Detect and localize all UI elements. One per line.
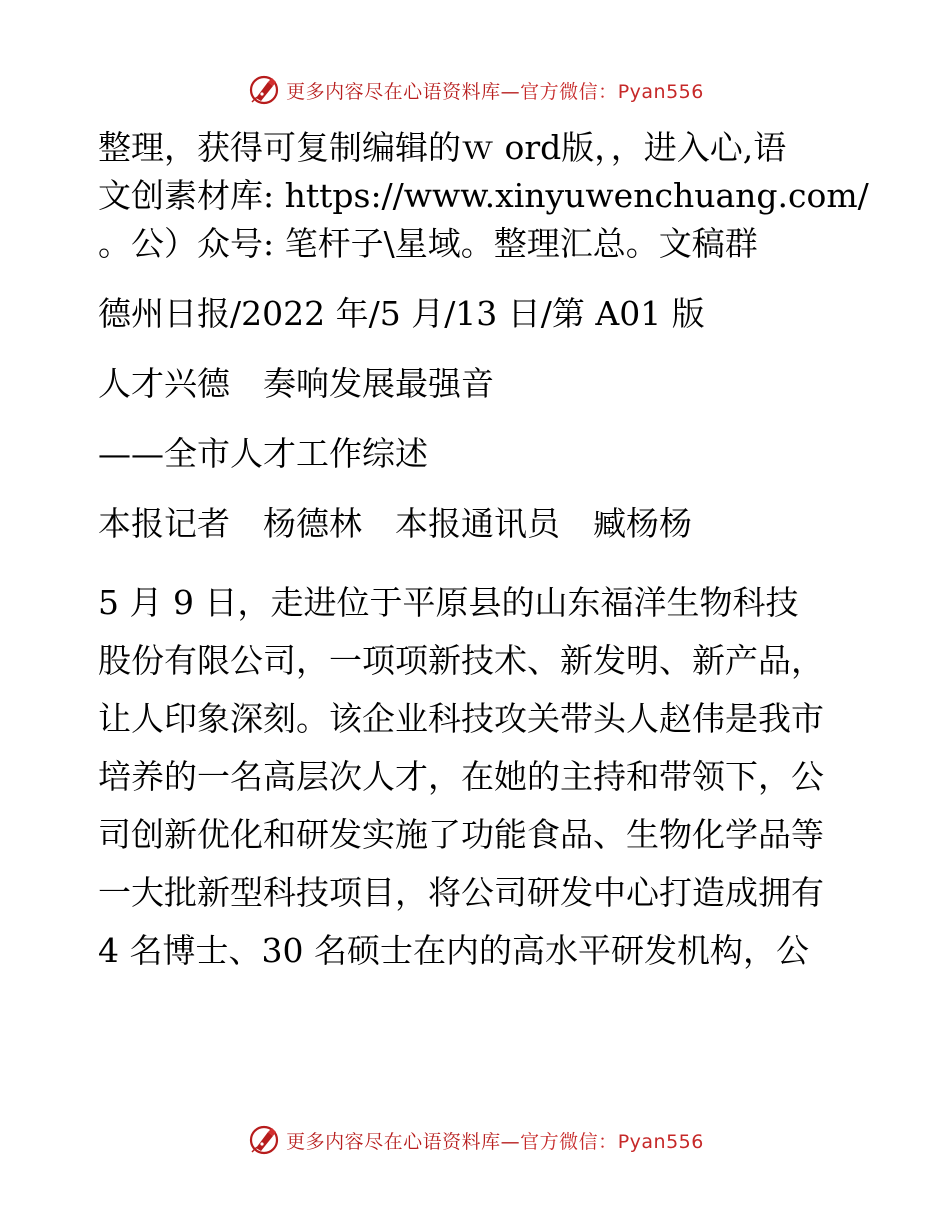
watermark-official: 官方微信： (520, 80, 618, 103)
watermark-dash: — (500, 80, 521, 103)
intro-line: 。公）众号: 笔杆子\星域。整理汇总。文稿群 (98, 224, 758, 263)
article-subtitle: ——全市人才工作综述 (98, 434, 428, 473)
watermark-id: Pyan556 (617, 80, 704, 103)
watermark-main: 更多内容尽在心语资料库 (286, 1130, 501, 1153)
article-body (98, 574, 858, 980)
intro-line: 整理，获得可复制编辑的ｗ ord版，，进入心,语 (98, 128, 787, 167)
header-watermark (0, 70, 950, 110)
body-line: 让人印象深刻。该企业科技攻关带头人赵伟是我市 (98, 699, 824, 738)
intro-paragraph (98, 124, 869, 268)
article-source: 德州日报/2022 年/5 月/13 日/第 A01 版 (98, 294, 705, 333)
watermark-id: Pyan556 (617, 1130, 704, 1153)
watermark-text (286, 1127, 704, 1154)
footer-watermark (0, 1120, 950, 1160)
watermark-dash: — (500, 1130, 521, 1153)
body-line: 5 月 9 日，走进位于平原县的山东福洋生物科技 (98, 583, 799, 622)
pen-nib-logo-icon (246, 1122, 282, 1158)
document-body (98, 124, 869, 980)
body-line: 一大批新型科技项目，将公司研发中心打造成拥有 (98, 873, 824, 912)
body-line: 培养的一名高层次人才，在她的主持和带领下，公 (98, 757, 824, 796)
body-line: 股份有限公司，一项项新技术、新发明、新产品， (98, 641, 824, 680)
watermark-official: 官方微信： (520, 1130, 618, 1153)
article-title: 人才兴德 奏响发展最强音 (98, 364, 494, 403)
watermark-main: 更多内容尽在心语资料库 (286, 80, 501, 103)
intro-line: 文创素材库: https://www.xinyuwenchuang.com/ (98, 176, 869, 215)
pen-nib-logo-icon (246, 72, 282, 108)
article-byline: 本报记者 杨德林 本报通讯员 臧杨杨 (98, 504, 692, 543)
watermark-text (286, 77, 704, 104)
body-line: 4 名博士、30 名硕士在内的高水平研发机构，公 (98, 931, 809, 970)
body-line: 司创新优化和研发实施了功能食品、生物化学品等 (98, 815, 824, 854)
